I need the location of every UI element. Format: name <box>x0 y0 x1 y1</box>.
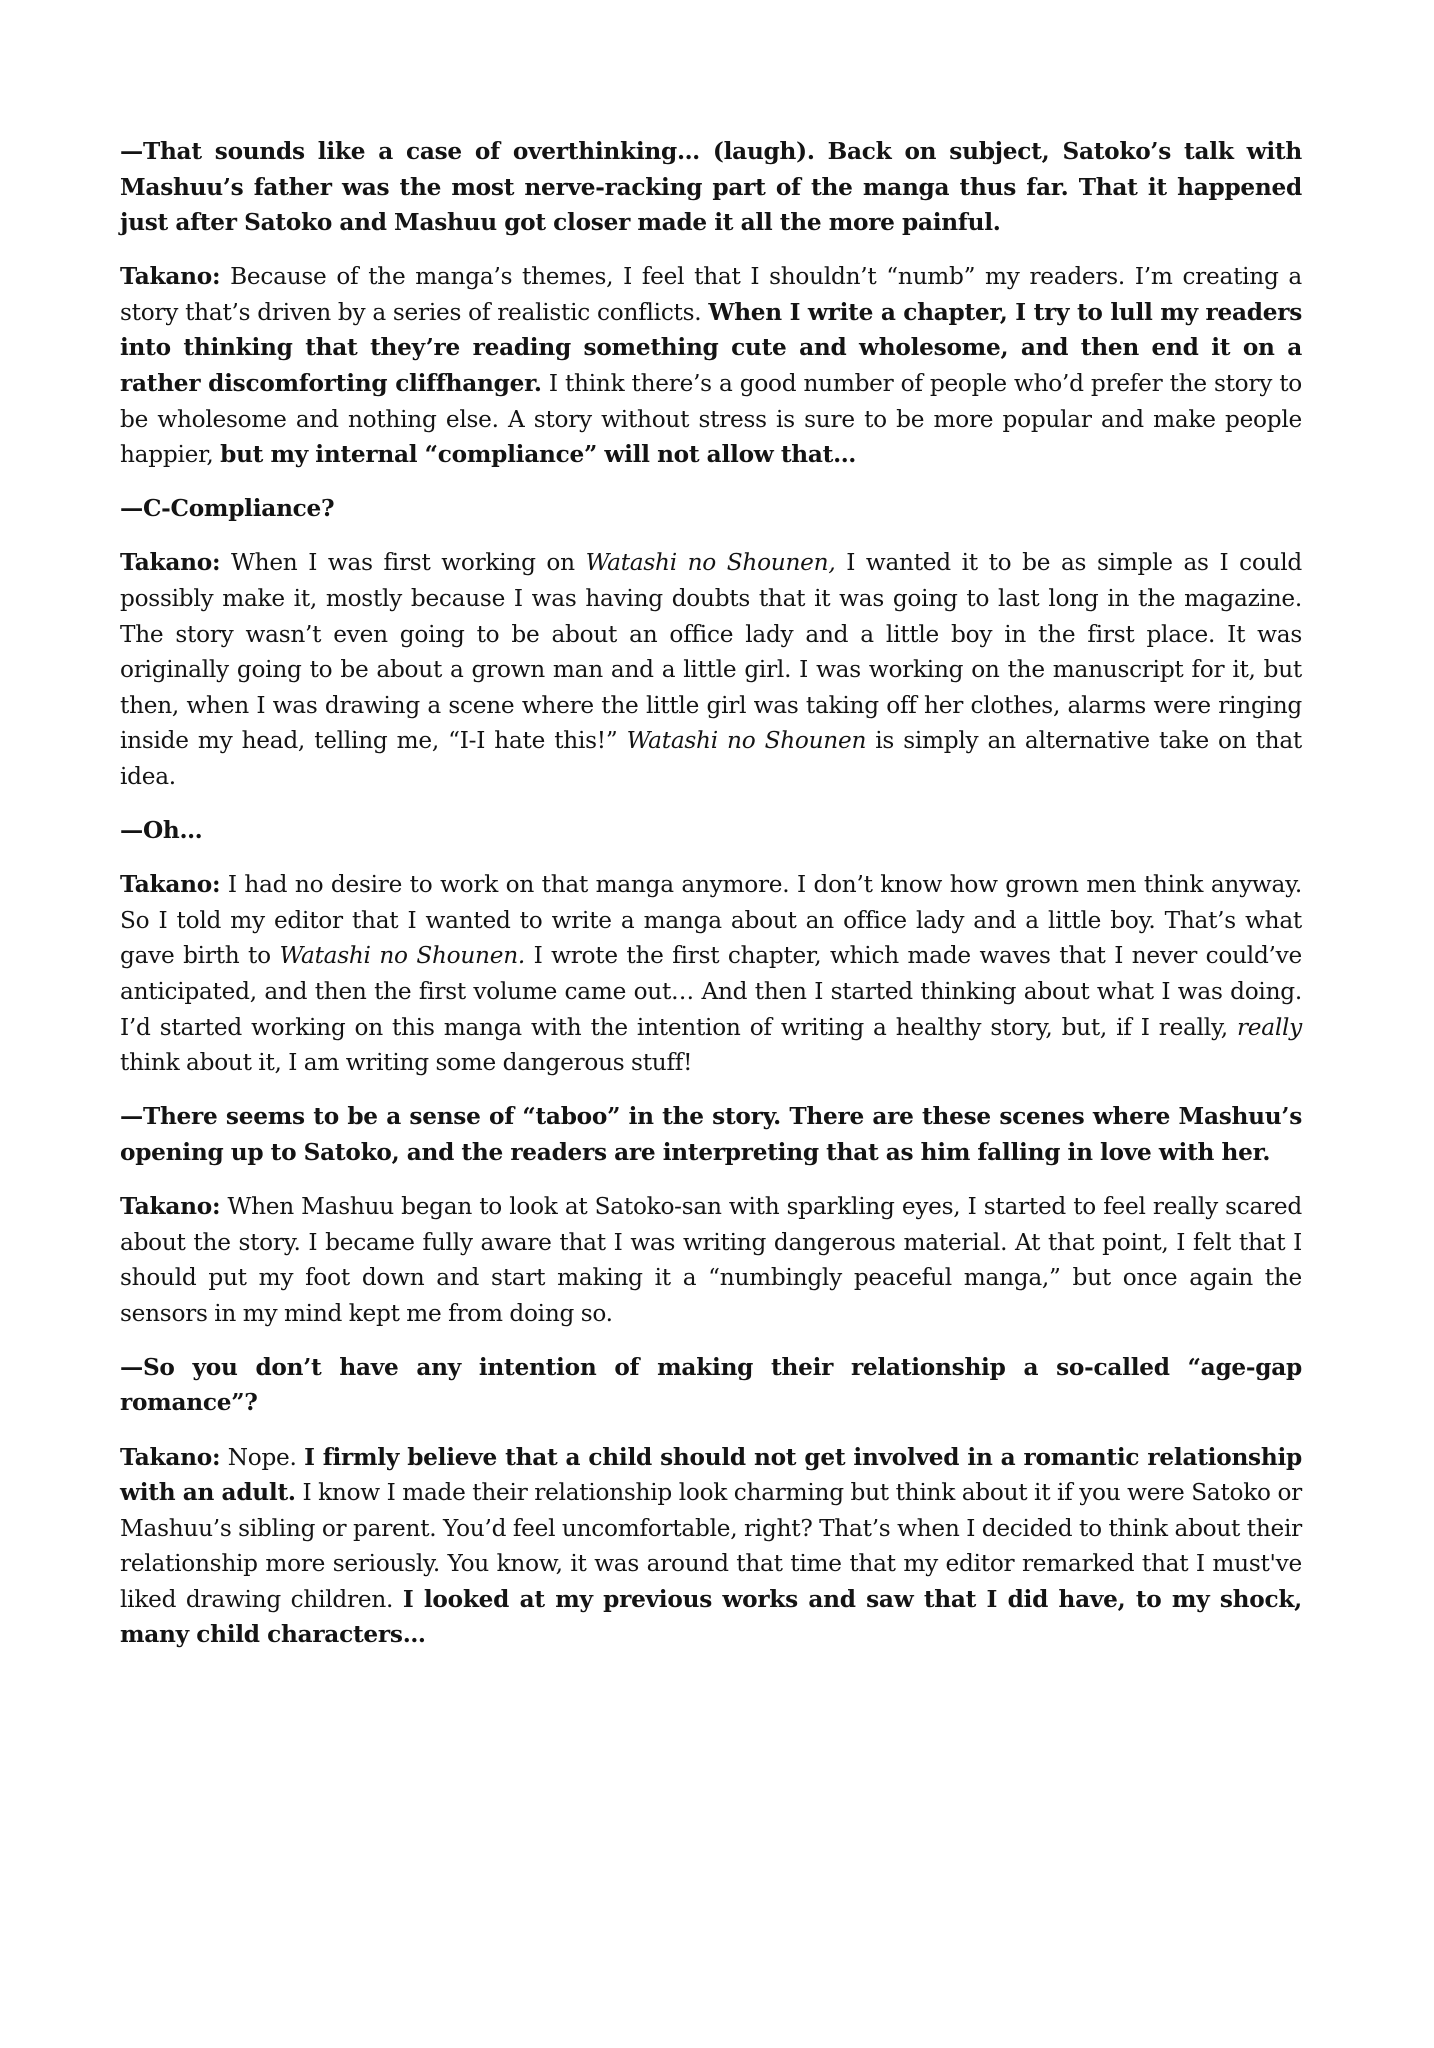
body-text: is simply an alternative take on that idea. <box>120 727 1302 790</box>
body-text: Nope. <box>220 1443 305 1471</box>
interview-page <box>120 134 1302 1672</box>
interviewer-question <box>120 134 1302 241</box>
speaker-label: Takano: <box>120 263 221 291</box>
speaker-label: Takano: <box>120 1192 221 1220</box>
interviewee-answer <box>120 1189 1302 1331</box>
emphasized-text: —There seems to be a sense of “taboo” in the story. There are these scenes where Mashuu’s opening up to Satoko, and the readers are interpreting that as him falling in love with her. <box>120 1103 1302 1166</box>
emphasized-text: —That sounds like a case of overthinking… (laugh). Back on subject, Satoko’s talk with Mashuu’s father was the most nerve-racking part of the manga thus far. That it happened just after Satoko and Mashuu got closer made it all the more painful. <box>120 138 1302 237</box>
emphasized-text: —Oh… <box>120 817 203 845</box>
interviewer-question <box>120 813 1302 849</box>
interviewer-question <box>120 491 1302 527</box>
interviewee-answer <box>120 867 1302 1081</box>
body-text: I wanted it to be as simple as I could possibly make it, mostly because I was having doubts that it was going to last long in the magazine. The story wasn’t even going to be about an office lady and a little boy in the first place. It was originally going to be about a grown man and a little girl. I was working on the manuscript for it, but then, when I was drawing a scene where the little girl was taking off her clothes, alarms were ringing inside my head, telling me, “I-I hate this!” <box>120 549 1303 755</box>
title-italic-text: Watashi no Shounen <box>626 727 867 755</box>
emphasized-text: When I write a chapter, I try to lull my readers into thinking that they’re reading something cute and wholesome, and then end it on a rather discomforting cliffhanger. <box>120 298 1303 398</box>
emphasized-text: —C-Compliance? <box>120 495 335 523</box>
body-text: I know I made their relationship look charming but think about it if you were Satoko or Mashuu’s sibling or parent. You’d feel uncomfortable, right? That’s when I decided to think about their relationship more seriously. You know, it was around that time that my editor remarked that I must've liked drawing children. <box>120 1479 1302 1613</box>
body-text: I think there’s a good number of people who’d prefer the story to be wholesome and nothing else. A story without stress is sure to be more popular and make people happier, <box>120 370 1302 469</box>
interviewee-answer <box>120 259 1302 473</box>
body-text: When Mashuu began to look at Satoko-san with sparkling eyes, I started to feel really scared about the story. I became fully aware that I was writing dangerous material. At that point, I felt that I should put my foot down and start making it a “numbingly peaceful manga,” but once again the sensors in my mind kept me from doing so. <box>120 1192 1302 1327</box>
title-italic-text: Watashi no Shounen. <box>279 942 525 970</box>
emphasized-text: —So you don’t have any intention of making their relationship a so-called “age-gap romance”? <box>120 1353 1302 1417</box>
body-text: I wrote the first chapter, which made waves that I never could’ve anticipated, and then the first volume came out… And then I started thinking about what I was doing. I’d started working on this manga with the intention of writing a healthy story, but, if I really, <box>120 942 1302 1041</box>
speaker-label: Takano: <box>120 871 221 899</box>
title-italic-text: Watashi no Shounen, <box>585 549 836 577</box>
emphasized-text: I firmly believe that a child should not get involved in a romantic relationship with an adult. <box>120 1443 1302 1507</box>
body-text: think about it, I am writing some dangerous stuff! <box>120 1049 693 1077</box>
interviewee-answer <box>120 1440 1302 1654</box>
speaker-label: Takano: <box>120 1443 221 1471</box>
body-text: When I was first working on <box>220 549 586 577</box>
body-text: I had no desire to work on that manga anymore. I don’t know how grown men think anyway. So I told my editor that I wanted to write a manga about an office lady and a little boy. That’s what gave birth to <box>120 871 1302 970</box>
body-text: Because of the manga’s themes, I feel that I shouldn’t “numb” my readers. I’m creating a story that’s driven by a series of realistic conflicts. <box>120 263 1302 326</box>
emphasized-text: I looked at my previous works and saw that I did have, to my shock, many child characters… <box>120 1585 1302 1649</box>
emphasized-text: but my internal “compliance” will not allow that… <box>220 441 857 469</box>
interviewee-answer <box>120 545 1302 794</box>
title-italic-text: really <box>1236 1013 1302 1041</box>
interviewer-question <box>120 1099 1302 1170</box>
interviewer-question <box>120 1350 1302 1421</box>
speaker-label: Takano: <box>120 549 221 577</box>
